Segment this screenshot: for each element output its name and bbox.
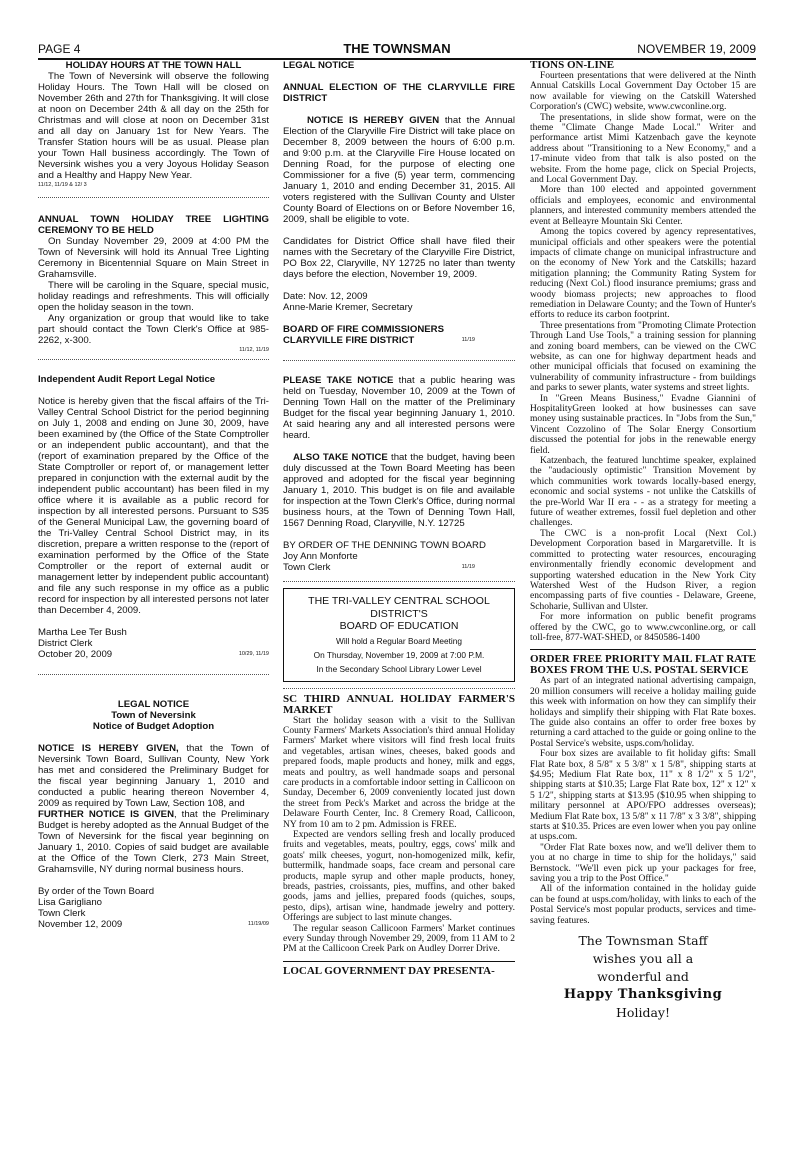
budget-signer: Lisa Garigliano: [38, 897, 102, 908]
presentations-p3: More than 100 elected and appointed government officials and employees, economic and environmental planners, and interested community members attended the event at Belleayre Mountain Ski Center.: [530, 185, 756, 227]
denning-order: BY ORDER OF THE DENNING TOWN BOARD: [283, 540, 486, 551]
denning-signer: Joy Ann Monforte: [283, 551, 358, 562]
column-3: [530, 60, 756, 1022]
column-2: [283, 60, 515, 977]
presentations-article: [530, 60, 756, 643]
fire-p1: NOTICE IS HEREBY GIVEN that the Annual Election of the Claryville Fire District will take place on December 8, 2009 between the hours of 6:00 p.m. and 9:00 p.m. at the Claryville Fire House located on Denning Road, for the purpose of electing one Commissioner for a five (5) year term, commencing January 1, 2010 and ending December 31, 2015. All voters registered with the Sullivan County and Ulster County Board of Elections on or Before November 16, 2009, shall be eligible to vote.: [283, 115, 515, 225]
greeting-line-1: The Townsman Staff: [578, 933, 708, 949]
denning-lead-2: ALSO TAKE NOTICE: [293, 452, 388, 463]
priority-p1: As part of an integrated national advertising campaign, 20 million consumers will receive a holiday mailing guide this week with information on how they can simplify their holidays and simplify their shipping with Flat Rate boxes. The guide also contains an offer to order free boxes by returning a card attached to the guide or going online to the Postal Service's website, usps.com/holiday.: [530, 676, 756, 749]
fire-p2: Candidates for District Office shall have filed their names with the Secretary of the Claryville Fire District, PO Box 22, Claryville, NY 12725 no later than twenty days before the election, November 19, 2009.: [283, 236, 515, 280]
holiday-hours-title: HOLIDAY HOURS AT THE TOWN HALL: [65, 60, 242, 71]
board-box-line-2: BOARD OF EDUCATION: [339, 620, 459, 632]
budget-p1: NOTICE IS HEREBY GIVEN, that the Town of Neversink Town Board, Sullivan County, New York has met and considered the Preliminary Budget for the fiscal year beginning January 1, 2010 and conducted a public hearing thereon November 4, 2009 as required by Town Law, Section 108, and: [38, 743, 269, 809]
tree-lighting-p1: On Sunday November 29, 2009 at 4:00 PM the Town of Neversink will hold its Annual Tree Lighting Ceremony in Bicentennial Square on Main Street in Grahamsville.: [38, 236, 269, 280]
fire-secretary: Anne-Marie Kremer, Secretary: [283, 302, 413, 313]
presentations-p7: Katzenbach, the featured lunchtime speaker, explained the "audaciously optimistic" Transition Movement by which communities work towards locally-based energy, economic and social systems - not unlike the Catskills of the pre-World War II era - - as a strategy for meeting a future of weather extremes, fossil fuel depletion and other challenges.: [530, 456, 756, 529]
board-box-line-3: Will hold a Regular Board Meeting: [336, 635, 462, 646]
tree-lighting-p3: Any organization or group that would like to take part should contact the Town Clerk's Office at 985-2262, x-300.: [38, 313, 269, 346]
denning-ref: 11/19: [461, 564, 475, 570]
greeting-line-5: Holiday!: [616, 1005, 670, 1021]
priority-p4: All of the information contained in the holiday guide can be found at usps.com/holiday, with links to each of the Postal Service's most popular products, services and time-saving features.: [530, 884, 756, 926]
budget-lead-2: FURTHER NOTICE IS GIVEN: [38, 809, 174, 820]
audit-signer-title: District Clerk: [38, 638, 93, 649]
priority-p3: "Order Flat Rate boxes now, and we'll deliver them to you at no charge in time to ship for the holidays," said Bernstock. "We'll even pick up your packages for free, saving you a trip to the Post Office.": [530, 842, 756, 885]
budget-title-2: Town of Neversink: [111, 710, 196, 721]
divider: [530, 649, 756, 650]
issue-date: NOVEMBER 19, 2009: [637, 42, 756, 56]
holiday-hours-ref: 11/12, 11/19 & 12/ 3: [38, 182, 87, 188]
board-box-line-5: In the Secondary School Library Lower Level: [316, 663, 482, 674]
divider: [38, 674, 269, 675]
board-meeting-box: [283, 588, 515, 682]
divider: [283, 688, 515, 689]
budget-title-1: LEGAL NOTICE: [117, 699, 190, 710]
next-article-title: LOCAL GOVERNMENT DAY PRESENTA-: [283, 964, 495, 977]
market-p2: Expected are vendors selling fresh and locally produced fruits and vegetables, meats, poultry, eggs, cows' milk and goats' milk cheeses, yogurt, non-homogenized milk, kefir, buttermilk, handmade soaps, face cream and personal care products, maple syrup and other maple products, honey, breads, pastries, croissants, pies, muffins, and other baked goods, jams and jellies, prepared foods (quiches, soups, pesto, dips), artisan wine, handmade jewelry and pottery. Offerings are subject to last minute changes.: [283, 829, 515, 924]
fire-legal-label: LEGAL NOTICE: [283, 60, 355, 71]
audit-notice: [38, 374, 269, 660]
budget-p2: FURTHER NOTICE IS GIVEN, that the Preliminary Budget is hereby adopted as the Annual Budget of the Town of Neversink for the fiscal year beginning on January 1, 2010. Copies of said budget are available at the Office of the Town Clerk, 273 Main Street, Grahamsville, NY during normal business hours.: [38, 809, 269, 875]
presentations-title-cont: TIONS ON-LINE: [530, 59, 615, 71]
tree-lighting-title: ANNUAL TOWN HOLIDAY TREE LIGHTING CEREMONY TO BE HELD: [38, 214, 269, 236]
divider: [283, 581, 515, 582]
denning-lead-1: PLEASE TAKE NOTICE: [283, 375, 394, 386]
fire-board-2: CLARYVILLE FIRE DISTRICT: [283, 335, 415, 346]
denning-p1: PLEASE TAKE NOTICE that a public hearing was held on Tuesday, November 10, 2009 at the Town of Denning Town Hall on the matter of the Preliminary Budget for the fiscal year beginning January 1, 2010. At said hearing any and all interested persons were heard.: [283, 375, 515, 441]
fire-district-notice: [283, 60, 515, 346]
denning-signer-title: Town Clerk: [283, 562, 331, 573]
priority-p2: Four box sizes are available to fit holiday gifts: Small Flat Rate box, 8 5/8" x 5 3/8" x 1 5/8", shipping starts at $4.95; Medium Flat Rate box, 11" x 8 1/2" x 5 1/2", shipping starts at $10.35; Large Flat Rate box, 12" x 12" x 5 1/2", shipping starts at $13.95 ($10.95 when shipping to military personnel at APO/FPO addresses overseas); Medium Flat Rate box, 13 5/8" x 11 7/8" x 3 3/8", shipping starts at $10.35. Prices are even lower when you pay online at usps.com.: [530, 749, 756, 843]
fire-date: Date: Nov. 12, 2009: [283, 291, 368, 302]
greeting-line-4: Happy Thanksgiving: [563, 987, 723, 1003]
board-box-line-4: On Thursday, November 19, 2009 at 7:00 P.M.: [313, 649, 485, 660]
divider: [283, 360, 515, 361]
market-p3: The regular season Callicoon Farmers' Market continues every Sunday through November 29, 2009, from 11 AM to 2 PM at the Callicoon Creek Park on Audley Dorrer Drive.: [283, 923, 515, 955]
budget-signer-title: Town Clerk: [38, 908, 86, 919]
budget-lead-1: NOTICE IS HEREBY GIVEN,: [38, 743, 179, 754]
budget-title-3: Notice of Budget Adoption: [92, 721, 215, 732]
priority-mail-article: [530, 654, 756, 926]
fire-board-1: BOARD OF FIRE COMMISSIONERS: [283, 324, 444, 335]
thanksgiving-greeting: [530, 932, 756, 1022]
audit-signer: Martha Lee Ter Bush: [38, 627, 127, 638]
market-p1: Start the holiday season with a visit to the Sullivan County Farmers' Markets Association's third annual Holiday Farmers' Market where visitors will find fresh local fruits and vegetables, artisan wines, cheeses, baked goods and prepared foods, maple products and honey, milk and eggs, meats and poultry, as well handmade soaps and personal care products in a comfortable indoor setting in Callicoon on Sunday, December 6, 2009 conveniently located just down the street from Peck's Market and across the bridge at the Delaware Fourth Center, Inc. 8 Cremery Road, Callicoon, NY from 10 am to 2 pm. Admission is FREE.: [283, 715, 515, 830]
budget-ref: 11/19/09: [247, 921, 269, 927]
audit-ref: 10/29, 11/19: [238, 651, 269, 657]
fire-lead: NOTICE IS HEREBY GIVEN: [307, 115, 440, 126]
tree-lighting-ref: 11/12, 11/19: [239, 347, 269, 353]
presentations-p5: Three presentations from "Promoting Climate Protection Through Land Use Tools," a training session for planning and zoning board members, can be viewed on the CWC website, as can one for highway department heads and other municipal officials that focused on examining the vulnerability of community infrastructure - from buildings and parks to sewer plants, water systems and street lights.: [530, 320, 756, 394]
fire-ref: 11/19: [461, 337, 475, 343]
fire-title: ANNUAL ELECTION OF THE CLARYVILLE FIRE DISTRICT: [283, 82, 515, 104]
audit-title: Independent Audit Report Legal Notice: [38, 374, 216, 385]
greeting-line-2: wishes you all a: [592, 951, 694, 967]
denning-budget-notice: [283, 375, 515, 573]
budget-adoption-notice: [38, 699, 269, 930]
market-title: SC THIRD ANNUAL HOLIDAY FARMER'S MARKET: [283, 692, 515, 716]
newspaper-title: THE TOWNSMAN: [343, 41, 451, 56]
presentations-p4: Among the topics covered by agency representatives, municipal officials and other speakers were the potential impacts of climate change on municipal infrastructure and on the economy of New York and the Catskills; hazard mitigation planning; the Community Rating System for reducing (Next Col.) flood insurance premiums; grass and woody biomass projects; new approaches to flood remediation in Delaware County; and the Town of Hunter's efforts to reduce its carbon footprint.: [530, 227, 756, 321]
divider: [38, 359, 269, 360]
presentations-p1: Fourteen presentations that were delivered at the Ninth Annual Catskills Local Government Day October 15 are now available for viewing on the Catskill Watershed Corporation's (CWC) website, www.cwconline.org.: [530, 71, 756, 113]
presentations-p9: For more information on public benefit programs offered by the CWC, go to www.cwconline.org, or call toll-free, 877-WAT-SHED, or 8450586-1400: [530, 612, 756, 643]
presentations-p2: The presentations, in slide show format, were on the theme "Climate Change Made Local." Writer and performance artist Mimi Katzenbach gave the keynote address about "Transitioning to a New Economy," and a 17-minute video from that talk is also posted on the website. From the home page, click on Special Projects, and Local Government Day.: [530, 112, 756, 186]
page-number: PAGE 4: [38, 42, 81, 56]
audit-date: October 20, 2009: [38, 649, 113, 660]
budget-date: November 12, 2009: [38, 919, 123, 930]
audit-body: Notice is hereby given that the fiscal affairs of the Tri-Valley Central School District for the period beginning on July 1, 2008 and ending on June 30, 2009, have been examined by (the Office of the State Comptroller or an independent public accountant), and that the (report of examination prepared by the Office of the State Comptroller or report of, or management letter prepared in conjunction with the external audit by the independent public accountant) has been filed in my office where it is available as a public record for inspection by all interested persons. Pursuant to S35 of the General Municipal Law, the governing board of the Tri-Valley Central School District may, in its discretion, prepare a written response to the (report of examination performed by the Office of the State Comptroller or the report of external audit or management letter by independent public accountant) and file any such response in my office as a public record for inspection by all interested persons not later than December 4, 2009.: [38, 396, 269, 616]
presentations-p6: In "Green Means Business," Evadne Giannini of HospitalityGreen looked at how businesses can save money using sustainable practices. In "Jobs from the Sun," Vincent Cozzolino of The Solar Energy Consortium discussed the potential for jobs in the renewable energy field.: [530, 393, 756, 456]
presentations-p8: The CWC is a non-profit Local (Next Col.) Development Corporation based in Margaretville. It is committed to protecting water resources, encouraging environmentally friendly economic development and supporting watershed education in the New York City Watershed West of the Hudson River, a region encompassing parts of five counties - Delaware, Greene, Schoharie, Sullivan and Ulster.: [530, 528, 756, 612]
tree-lighting-notice: [38, 214, 269, 354]
page-header: [38, 42, 756, 60]
tree-lighting-p2: There will be caroling in the Square, special music, holiday readings and refreshments. This will officially open the holiday season in the town.: [38, 280, 269, 313]
farmers-market-article: [283, 694, 515, 977]
budget-order: By order of the Town Board: [38, 886, 155, 897]
holiday-hours-body: The Town of Neversink will observe the following Holiday Hours. The Town Hall will be closed on November 26th and 27th for Thanksgiving. It will close at noon on December 24th & all day on the 25th for Christmas and will close at noon on December 31st and all day on January 1st for New Years. The Transfer Station hours will be as usual. Please plan your Town Hall business accordingly. The Town of Neversink wishes you a very Joyous Holiday Season and a Healthy and Happy New Year.: [38, 71, 269, 181]
divider: [283, 961, 515, 962]
priority-title: ORDER FREE PRIORITY MAIL FLAT RATE BOXES FROM THE U.S. POSTAL SERVICE: [530, 653, 756, 677]
denning-p2: ALSO TAKE NOTICE that the budget, having been duly discussed at the Town Board Meeting has been approved and adopted for the fiscal year beginning January 1, 2010. This budget is on file and available for inspection at the Town Clerk's Office, during normal business hours, at the Town of Denning Town Hall, 1567 Denning Road, Claryville, N.Y. 12725: [283, 452, 515, 529]
holiday-hours-notice: [38, 60, 269, 189]
board-box-line-1: THE TRI-VALLEY CENTRAL SCHOOL DISTRICT'S: [308, 595, 490, 620]
divider: [38, 197, 269, 198]
column-1: [38, 60, 269, 930]
greeting-line-3: wonderful and: [597, 969, 689, 985]
